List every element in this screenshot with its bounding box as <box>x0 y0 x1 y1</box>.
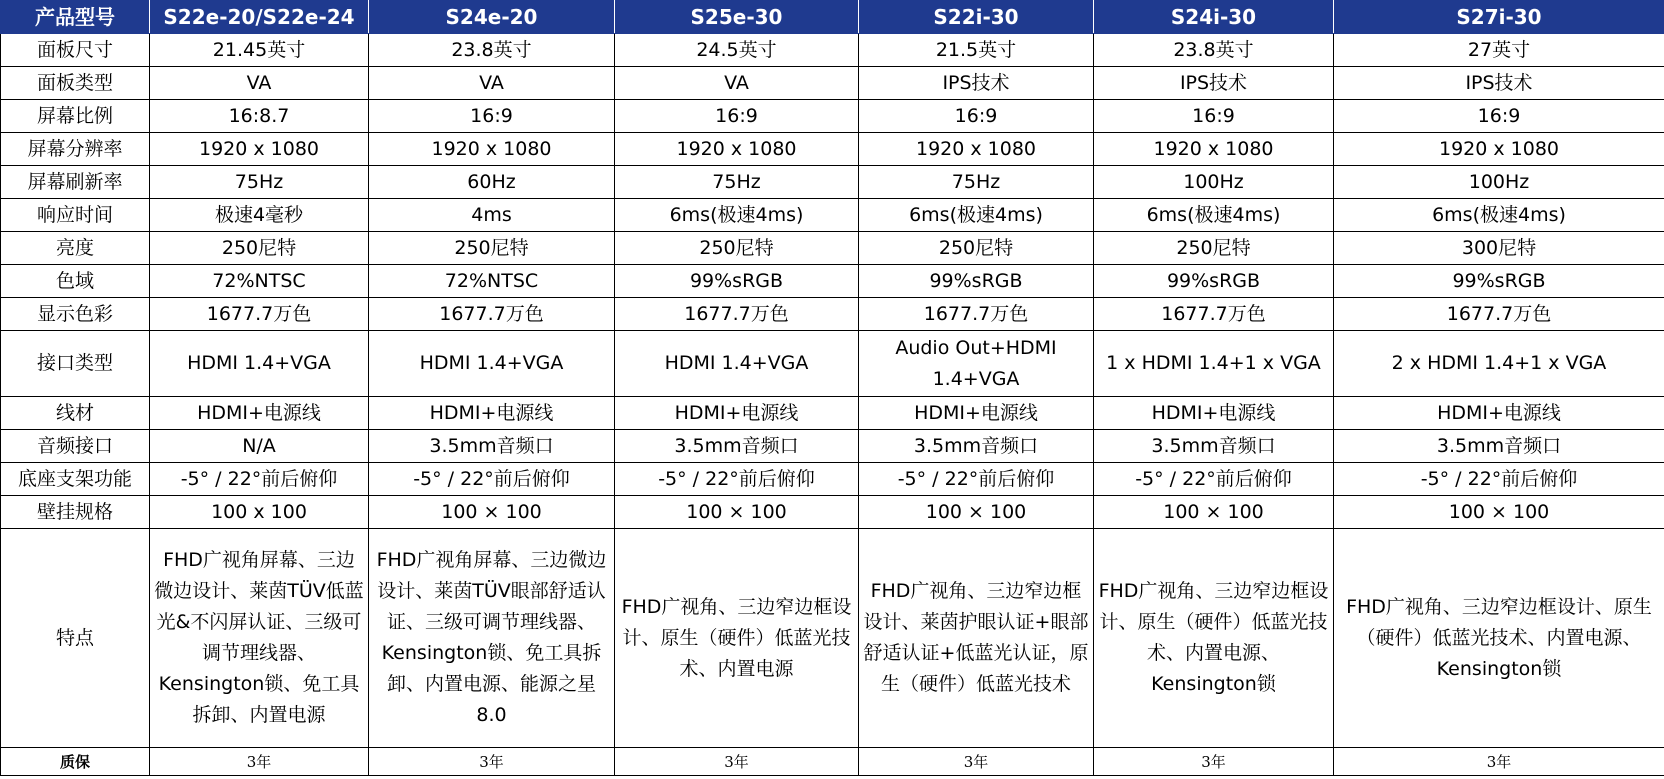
spec-cell: VA <box>615 67 859 100</box>
model-header: S22e-20/S22e-24 <box>150 1 369 34</box>
header-corner: 产品型号 <box>1 1 150 34</box>
spec-cell: FHD广视角、三边窄边框设计、原生（硬件）低蓝光技术、内置电源、Kensington锁 <box>1334 529 1664 748</box>
spec-cell: 6ms(极速4ms) <box>1334 199 1664 232</box>
row-label: 亮度 <box>1 232 150 265</box>
row-label: 接口类型 <box>1 331 150 397</box>
spec-cell: 21.5英寸 <box>859 34 1094 67</box>
spec-cell: 3年 <box>1334 748 1664 776</box>
spec-cell: 1920 x 1080 <box>369 133 615 166</box>
spec-cell: 75Hz <box>859 166 1094 199</box>
spec-cell: 16:9 <box>615 100 859 133</box>
spec-cell: 99%sRGB <box>1334 265 1664 298</box>
spec-cell: 250尼特 <box>615 232 859 265</box>
table-row <box>1 34 1664 67</box>
spec-cell: 1677.7万色 <box>150 298 369 331</box>
row-label: 屏幕分辨率 <box>1 133 150 166</box>
spec-cell: 1677.7万色 <box>615 298 859 331</box>
spec-cell: 100 x 100 <box>150 496 369 529</box>
spec-cell: Audio Out+HDMI 1.4+VGA <box>859 331 1094 397</box>
model-header: S27i-30 <box>1334 1 1664 34</box>
spec-cell: 3.5mm音频口 <box>859 430 1094 463</box>
spec-body <box>1 34 1664 776</box>
spec-cell: HDMI 1.4+VGA <box>615 331 859 397</box>
row-label: 底座支架功能 <box>1 463 150 496</box>
table-row <box>1 331 1664 397</box>
spec-cell: 1677.7万色 <box>1094 298 1334 331</box>
spec-cell: -5° / 22°前后俯仰 <box>615 463 859 496</box>
table-row <box>1 265 1664 298</box>
spec-cell: 60Hz <box>369 166 615 199</box>
spec-cell: VA <box>369 67 615 100</box>
spec-cell: HDMI+电源线 <box>1334 397 1664 430</box>
spec-cell: 3年 <box>369 748 615 776</box>
table-row <box>1 496 1664 529</box>
table-row <box>1 529 1664 748</box>
row-label: 显示色彩 <box>1 298 150 331</box>
spec-cell: 1920 x 1080 <box>1094 133 1334 166</box>
spec-cell: 3.5mm音频口 <box>615 430 859 463</box>
spec-cell: 1677.7万色 <box>1334 298 1664 331</box>
model-header: S25e-30 <box>615 1 859 34</box>
row-label: 屏幕比例 <box>1 100 150 133</box>
row-label: 面板类型 <box>1 67 150 100</box>
spec-cell: 23.8英寸 <box>369 34 615 67</box>
spec-cell: 1920 x 1080 <box>1334 133 1664 166</box>
spec-cell: 250尼特 <box>1094 232 1334 265</box>
spec-cell: 99%sRGB <box>615 265 859 298</box>
spec-cell: 2 x HDMI 1.4+1 x VGA <box>1334 331 1664 397</box>
spec-cell: 16:9 <box>1334 100 1664 133</box>
spec-cell: 250尼特 <box>369 232 615 265</box>
spec-cell: -5° / 22°前后俯仰 <box>150 463 369 496</box>
table-row <box>1 100 1664 133</box>
spec-cell: 1920 x 1080 <box>150 133 369 166</box>
row-label: 特点 <box>1 529 150 748</box>
spec-cell: -5° / 22°前后俯仰 <box>859 463 1094 496</box>
spec-cell: HDMI+电源线 <box>859 397 1094 430</box>
spec-cell: 100 × 100 <box>859 496 1094 529</box>
row-label: 面板尺寸 <box>1 34 150 67</box>
spec-cell: HDMI+电源线 <box>1094 397 1334 430</box>
table-row <box>1 430 1664 463</box>
table-row <box>1 166 1664 199</box>
model-header: S24e-20 <box>369 1 615 34</box>
spec-cell: -5° / 22°前后俯仰 <box>1334 463 1664 496</box>
spec-cell: HDMI+电源线 <box>615 397 859 430</box>
spec-cell: 6ms(极速4ms) <box>859 199 1094 232</box>
model-header: S24i-30 <box>1094 1 1334 34</box>
row-label: 质保 <box>1 748 150 776</box>
header-row <box>1 1 1664 34</box>
spec-cell: 6ms(极速4ms) <box>1094 199 1334 232</box>
spec-cell: 75Hz <box>150 166 369 199</box>
table-row <box>1 397 1664 430</box>
spec-cell: HDMI+电源线 <box>369 397 615 430</box>
spec-cell: 6ms(极速4ms) <box>615 199 859 232</box>
model-header: S22i-30 <box>859 1 1094 34</box>
spec-cell: 3年 <box>859 748 1094 776</box>
spec-cell: 100 × 100 <box>369 496 615 529</box>
table-row <box>1 199 1664 232</box>
spec-cell: 21.45英寸 <box>150 34 369 67</box>
spec-cell: HDMI 1.4+VGA <box>369 331 615 397</box>
table-row <box>1 298 1664 331</box>
spec-cell: 75Hz <box>615 166 859 199</box>
spec-cell: 99%sRGB <box>859 265 1094 298</box>
spec-cell: FHD广视角、三边窄边框设计、原生（硬件）低蓝光技术、内置电源 <box>615 529 859 748</box>
row-label: 音频接口 <box>1 430 150 463</box>
row-label: 壁挂规格 <box>1 496 150 529</box>
spec-cell: 3.5mm音频口 <box>1094 430 1334 463</box>
table-row <box>1 133 1664 166</box>
spec-cell: 100 × 100 <box>615 496 859 529</box>
row-label: 色域 <box>1 265 150 298</box>
spec-cell: FHD广视角屏幕、三边微边设计、莱茵TÜV低蓝光&不闪屏认证、三级可调节理线器、Kensington锁、免工具拆卸、内置电源 <box>150 529 369 748</box>
table-row <box>1 232 1664 265</box>
spec-cell: 72%NTSC <box>369 265 615 298</box>
spec-cell: 100 × 100 <box>1334 496 1664 529</box>
row-label: 响应时间 <box>1 199 150 232</box>
spec-cell: 250尼特 <box>150 232 369 265</box>
spec-cell: 16:9 <box>859 100 1094 133</box>
table-row <box>1 463 1664 496</box>
spec-cell: 3.5mm音频口 <box>369 430 615 463</box>
spec-cell: -5° / 22°前后俯仰 <box>1094 463 1334 496</box>
spec-cell: HDMI 1.4+VGA <box>150 331 369 397</box>
table-row <box>1 67 1664 100</box>
spec-cell: 3年 <box>1094 748 1334 776</box>
spec-cell: FHD广视角、三边窄边框设计、原生（硬件）低蓝光技术、内置电源、Kensington锁 <box>1094 529 1334 748</box>
spec-cell: 100 × 100 <box>1094 496 1334 529</box>
spec-cell: 99%sRGB <box>1094 265 1334 298</box>
spec-cell: 1677.7万色 <box>369 298 615 331</box>
spec-cell: 1677.7万色 <box>859 298 1094 331</box>
spec-cell: 27英寸 <box>1334 34 1664 67</box>
spec-cell: HDMI+电源线 <box>150 397 369 430</box>
spec-cell: 24.5英寸 <box>615 34 859 67</box>
spec-cell: 16:8.7 <box>150 100 369 133</box>
spec-cell: 1 x HDMI 1.4+1 x VGA <box>1094 331 1334 397</box>
spec-cell: 23.8英寸 <box>1094 34 1334 67</box>
spec-cell: 3年 <box>615 748 859 776</box>
spec-cell: 72%NTSC <box>150 265 369 298</box>
spec-cell: 3.5mm音频口 <box>1334 430 1664 463</box>
spec-cell: 4ms <box>369 199 615 232</box>
spec-cell: IPS技术 <box>1334 67 1664 100</box>
spec-cell: VA <box>150 67 369 100</box>
spec-cell: 1920 x 1080 <box>859 133 1094 166</box>
spec-cell: 1920 x 1080 <box>615 133 859 166</box>
spec-cell: 100Hz <box>1334 166 1664 199</box>
spec-cell: IPS技术 <box>859 67 1094 100</box>
spec-cell: 250尼特 <box>859 232 1094 265</box>
spec-cell: IPS技术 <box>1094 67 1334 100</box>
spec-cell: FHD广视角屏幕、三边微边设计、莱茵TÜV眼部舒适认证、三级可调节理线器、Kensington锁、免工具拆卸、内置电源、能源之星8.0 <box>369 529 615 748</box>
spec-cell: 16:9 <box>369 100 615 133</box>
spec-cell: FHD广视角、三边窄边框设计、莱茵护眼认证+眼部舒适认证+低蓝光认证，原生（硬件）低蓝光技术 <box>859 529 1094 748</box>
row-label: 线材 <box>1 397 150 430</box>
spec-cell: 极速4毫秒 <box>150 199 369 232</box>
table-row <box>1 748 1664 776</box>
spec-cell: 100Hz <box>1094 166 1334 199</box>
spec-cell: -5° / 22°前后俯仰 <box>369 463 615 496</box>
spec-cell: 16:9 <box>1094 100 1334 133</box>
spec-cell: 300尼特 <box>1334 232 1664 265</box>
spec-cell: N/A <box>150 430 369 463</box>
row-label: 屏幕刷新率 <box>1 166 150 199</box>
spec-cell: 3年 <box>150 748 369 776</box>
